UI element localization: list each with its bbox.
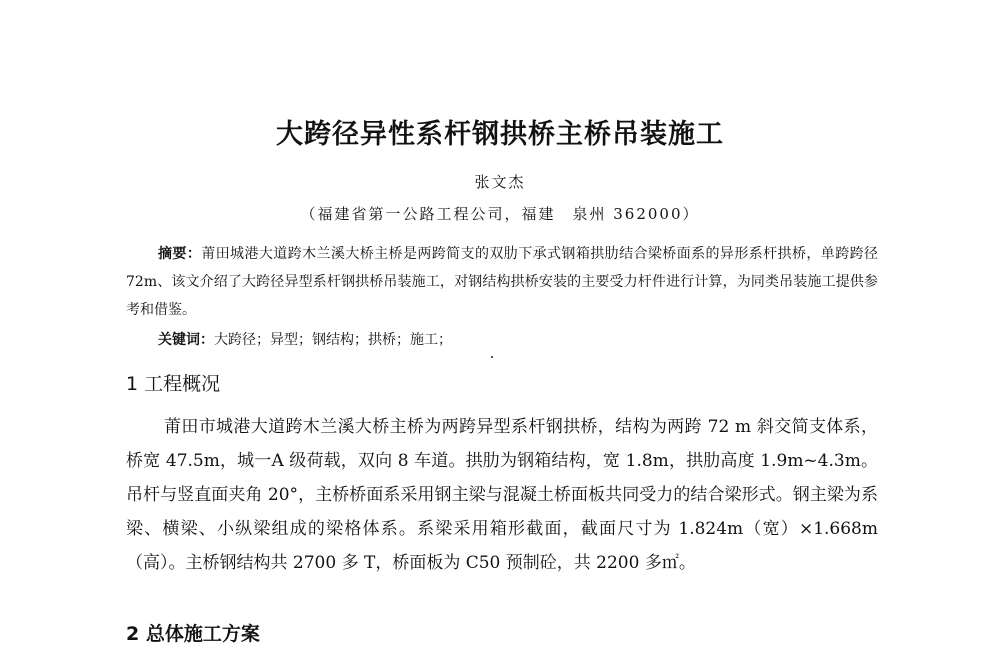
- keywords-label: 关键词：: [158, 332, 214, 348]
- abstract: [126, 240, 878, 324]
- section-1-paragraph: 莆田市城港大道跨木兰溪大桥主桥为两跨异型系杆钢拱桥，结构为两跨 72 m 斜交简支体系，桥宽 47.5m，城一A 级荷载，双向 8 车道。拱肋为钢箱结构，宽 1.8m，拱肋高度 1.9m~4.3m。吊杆与竖直面夹角 20°，主桥桥面系采用钢主梁与混凝土桥面板共同受力的结合梁形式。钢主梁为系梁、横梁、小纵梁组成的梁格体系。系梁采用箱形截面，截面尺寸为 1.824m（宽）×1.668m（高）。主桥钢结构共 2700 多 T，桥面板为 C50 预制砼，共 2200 多㎡。: [126, 417, 878, 573]
- keywords-text: 大跨径；异型；钢结构；拱桥；施工；: [214, 332, 452, 348]
- scan-speck: [491, 356, 493, 358]
- abstract-label: 摘要：: [158, 246, 202, 262]
- keywords: [158, 326, 452, 354]
- section-heading-1: 1 工程概况: [126, 373, 221, 395]
- author-affiliation: （福建省第一公路工程公司，福建 泉州 362000）: [300, 205, 700, 223]
- author-name: 张文杰: [474, 173, 526, 191]
- section-heading-2: 2 总体施工方案: [126, 623, 260, 645]
- abstract-text: 莆田城港大道跨木兰溪大桥主桥是两跨简支的双肋下承式钢箱拱肋结合梁桥面系的异形系杆拱桥，单跨跨径 72m、该文介绍了大跨径异型系杆钢拱桥吊装施工，对钢结构拱桥安装的主要受力杆件进行计算，为同类吊装施工提供参考和借鉴。: [126, 246, 879, 318]
- paper-title: 大跨径异性系杆钢拱桥主桥吊装施工: [276, 119, 724, 150]
